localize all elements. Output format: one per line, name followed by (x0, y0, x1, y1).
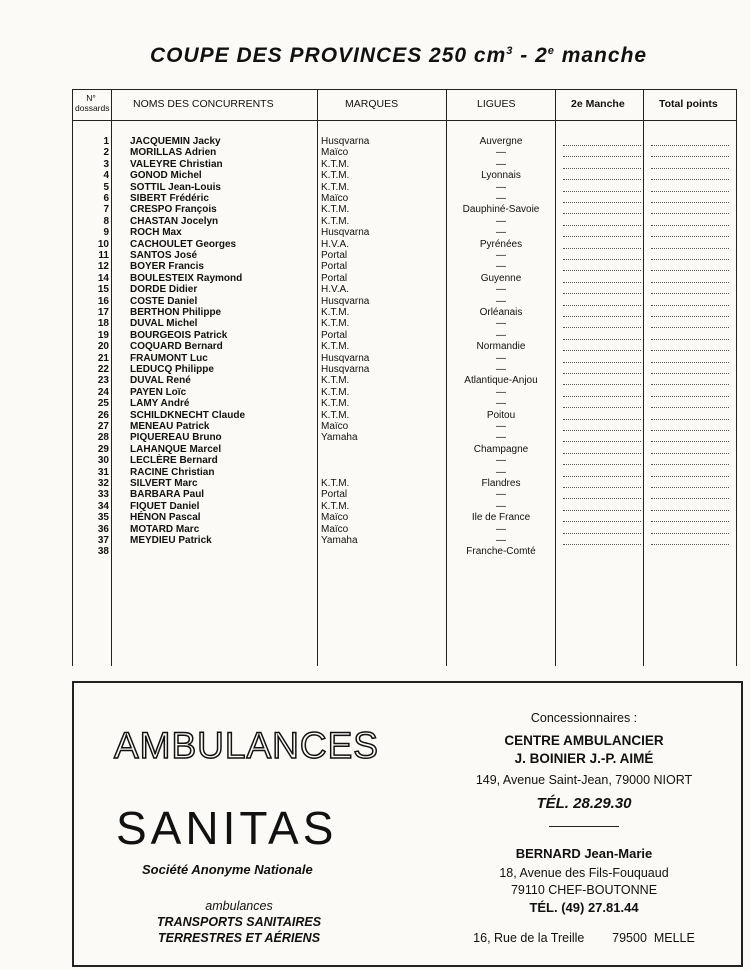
row-number: 33 (97, 489, 109, 501)
score-blank (563, 544, 641, 545)
score-blank (651, 305, 729, 306)
score-blank (651, 350, 729, 351)
competitor-name: BARBARA Paul (130, 489, 205, 501)
row-number: 5 (103, 181, 109, 193)
phone-niort: TÉL. 28.29.30 (536, 795, 632, 812)
competitor-name: BOYER Francis (130, 261, 204, 273)
competitor-name: DUVAL René (130, 375, 191, 387)
row-marque: Maïco (321, 193, 349, 204)
row-ligue: — (496, 250, 506, 261)
row-number: 11 (98, 250, 109, 261)
score-blank (651, 419, 729, 420)
score-blank (563, 225, 641, 226)
table-row (73, 170, 736, 181)
score-blank (563, 441, 641, 442)
table-row (73, 444, 736, 455)
table-row (73, 478, 736, 489)
competitor-name: ROCH Max (130, 227, 182, 239)
score-blank (651, 521, 729, 522)
score-blank (563, 248, 641, 249)
row-marque: Portal (321, 272, 348, 284)
table-row (73, 147, 736, 158)
score-blank (651, 282, 729, 283)
bernard-name: BERNARD Jean-Marie (515, 846, 653, 861)
row-ligue: Guyenne (480, 272, 522, 284)
row-marque: Maïco (321, 512, 349, 524)
score-blank (563, 521, 641, 522)
competitor-name: CHASTAN Jocelyn (130, 215, 219, 227)
row-number: 6 (103, 193, 109, 204)
table-row (73, 512, 736, 523)
competitor-name: MENEAU Patrick (130, 421, 210, 432)
competitor-name: CRESPO François (130, 204, 217, 216)
competitor-name: COQUARD Bernard (130, 341, 223, 353)
row-marque: K.T.M. (321, 318, 350, 330)
competitor-name: SOTTIL Jean-Louis (130, 181, 221, 193)
table-row (73, 546, 736, 557)
row-number: 19 (97, 329, 109, 341)
row-ligue: Lyonnais (481, 170, 521, 182)
row-number: 34 (97, 500, 109, 512)
service-line: TERRESTRES ET AÉRIENS (157, 931, 321, 945)
header-total: Total points (659, 98, 718, 110)
separator-line (549, 826, 619, 827)
row-ligue: — (496, 523, 506, 535)
table-row (73, 387, 736, 398)
row-ligue: — (496, 500, 506, 512)
row-marque: K.T.M. (321, 307, 350, 318)
score-blank (563, 213, 641, 214)
header-no: N° dossards (75, 93, 110, 113)
row-ligue: — (496, 227, 506, 239)
row-number: 29 (97, 443, 109, 455)
page-title: COUPE DES PROVINCES 250 $cm^3 - 2e$ manche (150, 44, 648, 67)
row-marque: K.T.M. (321, 215, 350, 227)
row-ligue: Dauphiné-Savoie (462, 204, 540, 216)
score-blank (563, 236, 641, 237)
row-marque: K.T.M. (321, 409, 350, 421)
row-marque: K.T.M. (321, 170, 350, 182)
row-ligue: Ile de France (471, 512, 531, 524)
score-blank (651, 362, 729, 363)
score-blank (563, 396, 641, 397)
table-row (73, 341, 736, 352)
row-marque: K.T.M. (321, 500, 350, 512)
score-blank (651, 487, 729, 488)
table-row (73, 136, 736, 147)
competitor-name: SIBERT Frédéric (130, 193, 209, 204)
score-blank (651, 430, 729, 431)
score-blank (651, 168, 729, 169)
row-number: 32 (97, 478, 109, 489)
row-number: 20 (97, 341, 109, 353)
row-marque: Yamaha (321, 535, 358, 546)
concessionnaires-label: Concessionnaires : (530, 711, 638, 725)
table-row (73, 489, 736, 500)
competitor-name: DORDE Didier (130, 284, 198, 296)
score-blank (563, 327, 641, 328)
row-number: 1 (103, 136, 109, 147)
row-number: 3 (103, 158, 109, 170)
row-number: 7 (103, 204, 109, 216)
row-marque: Portal (321, 250, 348, 261)
centre-name: CENTRE AMBULANCIER (504, 733, 664, 748)
competitor-name: COSTE Daniel (130, 295, 198, 307)
row-number: 17 (97, 307, 109, 318)
score-blank (651, 179, 729, 180)
results-table (72, 89, 737, 666)
table-row (73, 273, 736, 284)
row-marque: Portal (321, 329, 348, 341)
score-blank (651, 464, 729, 465)
score-blank (651, 293, 729, 294)
score-blank (651, 476, 729, 477)
competitor-name: BOURGEOIS Patrick (130, 329, 228, 341)
row-number: 31 (97, 466, 109, 478)
phone-chef-boutonne: TÉL. (49) 27.81.44 (529, 900, 639, 915)
score-blank (563, 533, 641, 534)
row-number: 21 (97, 352, 109, 364)
sanitas-logo: SANITAS (116, 802, 338, 854)
score-blank (563, 316, 641, 317)
score-blank (563, 453, 641, 454)
table-row (73, 159, 736, 170)
row-ligue: — (496, 421, 506, 432)
table-row (73, 284, 736, 295)
row-ligue: — (496, 158, 506, 170)
competitor-name: DUVAL Michel (130, 318, 198, 330)
address-melle: 16, Rue de la Treille 79500 MELLE (473, 931, 695, 945)
table-row (73, 227, 736, 238)
competitor-name: MOTARD Marc (130, 523, 200, 535)
row-marque: Husqvarna (321, 227, 370, 239)
row-marque: K.T.M. (321, 386, 350, 398)
row-number: 4 (103, 170, 109, 182)
competitor-name: BERTHON Philippe (130, 307, 222, 318)
competitor-name: HÉNON Pascal (130, 512, 201, 524)
table-row (73, 204, 736, 215)
row-number: 9 (103, 227, 109, 239)
table-row (73, 410, 736, 421)
competitor-name: VALEYRE Christian (130, 158, 223, 170)
row-marque: Husqvarna (321, 352, 370, 364)
table-row (73, 193, 736, 204)
row-ligue: — (496, 318, 506, 330)
score-blank (651, 236, 729, 237)
row-ligue: — (496, 364, 506, 375)
row-number: 18 (97, 318, 109, 330)
competitor-name: LAHANQUE Marcel (130, 443, 222, 455)
row-ligue: — (496, 329, 506, 341)
score-blank (651, 191, 729, 192)
score-blank (651, 248, 729, 249)
competitor-name: MORILLAS Adrien (130, 147, 217, 159)
table-header (73, 90, 736, 121)
row-marque: K.T.M. (321, 158, 350, 170)
service-line: ambulances (205, 899, 273, 913)
score-blank (651, 373, 729, 374)
row-ligue: — (496, 386, 506, 398)
table-row (73, 330, 736, 341)
score-blank (563, 293, 641, 294)
row-marque: K.T.M. (321, 204, 350, 216)
row-ligue: — (496, 147, 506, 159)
score-blank (651, 339, 729, 340)
row-number: 14 (97, 272, 109, 284)
score-blank (651, 453, 729, 454)
sanitas-advert (72, 681, 743, 967)
score-blank (563, 145, 641, 146)
row-marque: K.T.M. (321, 375, 350, 387)
score-blank (651, 441, 729, 442)
row-marque: Maïco (321, 523, 349, 535)
header-names: NOMS DES CONCURRENTS (133, 98, 274, 110)
row-number: 30 (97, 455, 109, 467)
row-number: 25 (97, 398, 109, 410)
table-row (73, 216, 736, 227)
score-blank (651, 156, 729, 157)
score-blank (563, 191, 641, 192)
score-blank (563, 510, 641, 511)
row-number: 22 (97, 364, 109, 375)
row-number: 2 (103, 147, 109, 159)
ambulances-services (134, 898, 344, 946)
table-row (73, 307, 736, 318)
competitor-name: FIQUET Daniel (130, 500, 200, 512)
row-ligue: — (496, 398, 506, 410)
table-row (73, 353, 736, 364)
header-manche: 2e Manche (571, 98, 625, 110)
competitor-name: CACHOULET Georges (130, 238, 237, 250)
row-ligue: — (496, 295, 506, 307)
row-ligue: Flandres (481, 478, 521, 489)
row-ligue: Orléanais (479, 307, 523, 318)
row-marque: Husqvarna (321, 364, 370, 375)
score-blank (563, 487, 641, 488)
row-ligue: Atlantique-Anjou (464, 375, 538, 387)
score-blank (651, 270, 729, 271)
score-blank (563, 259, 641, 260)
row-ligue: Champagne (473, 443, 529, 455)
score-blank (563, 179, 641, 180)
row-number: 15 (97, 284, 109, 296)
competitor-name: PIQUEREAU Bruno (130, 432, 222, 444)
row-number: 23 (97, 375, 109, 387)
score-blank (651, 259, 729, 260)
table-row (73, 432, 736, 443)
row-number: 27 (97, 421, 109, 432)
table-row (73, 318, 736, 329)
score-blank (563, 498, 641, 499)
score-blank (651, 327, 729, 328)
competitor-name: SANTOS José (130, 250, 198, 261)
ambulances-logo: AMBULANCES (114, 725, 379, 766)
row-marque: Portal (321, 489, 348, 501)
row-marque: Husqvarna (321, 295, 370, 307)
score-blank (563, 305, 641, 306)
competitor-name: SCHILDKNECHT Claude (130, 409, 246, 421)
address-fouquaud: 18, Avenue des Fils-Fouquaud (499, 866, 669, 880)
score-blank (651, 384, 729, 385)
row-number: 8 (103, 215, 109, 227)
competitor-name: RACINE Christian (130, 466, 215, 478)
row-ligue: Normandie (476, 341, 526, 353)
table-row (73, 421, 736, 432)
competitor-name: LEDUCQ Philippe (130, 364, 214, 375)
score-blank (563, 430, 641, 431)
score-blank (563, 168, 641, 169)
societe-text: Société Anonyme Nationale (142, 862, 313, 877)
row-number: 35 (97, 512, 109, 524)
competitor-name: SILVERT Marc (130, 478, 198, 489)
row-ligue: — (496, 455, 506, 467)
score-blank (651, 498, 729, 499)
table-row (73, 455, 736, 466)
row-marque: Portal (321, 261, 348, 273)
address-niort: 149, Avenue Saint-Jean, 79000 NIORT (475, 773, 693, 787)
score-blank (651, 396, 729, 397)
score-blank (651, 407, 729, 408)
row-ligue: — (496, 535, 506, 546)
row-ligue: — (496, 352, 506, 364)
competitor-name: LAMY André (130, 398, 190, 410)
score-blank (651, 544, 729, 545)
row-ligue: Pyrénées (479, 238, 523, 250)
table-row (73, 182, 736, 193)
competitor-name: FRAUMONT Luc (130, 352, 208, 364)
table-row (73, 524, 736, 535)
table-row (73, 250, 736, 261)
competitor-name: LECLÈRE Bernard (130, 455, 218, 467)
row-marque: H.V.A. (321, 238, 349, 250)
service-line: TRANSPORTS SANITAIRES (156, 915, 322, 929)
owners-names: J. BOINIER J.-P. AIMÉ (514, 751, 654, 766)
table-row (73, 239, 736, 250)
row-marque: K.T.M. (321, 398, 350, 410)
row-marque: Maïco (321, 147, 349, 159)
score-blank (563, 419, 641, 420)
row-marque: K.T.M. (321, 341, 350, 353)
row-ligue: Poitou (486, 409, 516, 421)
row-number: 38 (97, 546, 109, 558)
table-row (73, 296, 736, 307)
row-number: 16 (97, 295, 109, 307)
score-blank (563, 362, 641, 363)
row-marque: K.T.M. (321, 181, 350, 193)
score-blank (651, 202, 729, 203)
competitor-name: PAYEN Loïc (130, 386, 187, 398)
row-ligue: — (496, 181, 506, 193)
competitor-name: JACQUEMIN Jacky (130, 136, 221, 147)
score-blank (563, 350, 641, 351)
table-row (73, 467, 736, 478)
score-blank (563, 373, 641, 374)
score-blank (563, 270, 641, 271)
score-blank (563, 384, 641, 385)
row-marque: K.T.M. (321, 478, 350, 489)
row-number: 37 (97, 535, 109, 546)
score-blank (563, 476, 641, 477)
competitor-name: BOULESTEIX Raymond (130, 272, 243, 284)
row-marque: Maïco (321, 421, 349, 432)
score-blank (563, 202, 641, 203)
table-row (73, 535, 736, 546)
score-blank (563, 282, 641, 283)
row-number: 36 (97, 523, 109, 535)
row-ligue: — (496, 466, 506, 478)
row-number: 12 (97, 261, 109, 273)
row-ligue: Auvergne (479, 136, 523, 147)
score-blank (651, 213, 729, 214)
address-chef-boutonne: 79110 CHEF-BOUTONNE (510, 883, 658, 897)
score-blank (563, 339, 641, 340)
score-blank (651, 533, 729, 534)
table-row (73, 398, 736, 409)
header-marques: MARQUES (345, 98, 399, 110)
competitor-name: MEYDIEU Patrick (130, 535, 212, 546)
score-blank (563, 464, 641, 465)
row-marque: Yamaha (321, 432, 358, 444)
score-blank (563, 407, 641, 408)
table-row (73, 364, 736, 375)
row-ligue: — (496, 193, 506, 204)
row-number: 10 (97, 238, 109, 250)
score-blank (651, 225, 729, 226)
row-ligue: — (496, 432, 506, 444)
row-ligue: — (496, 489, 506, 501)
row-ligue: Franche-Comté (466, 546, 536, 558)
table-row (73, 261, 736, 272)
table-row (73, 501, 736, 512)
score-blank (651, 145, 729, 146)
score-blank (651, 510, 729, 511)
table-row (73, 375, 736, 386)
score-blank (563, 156, 641, 157)
row-ligue: — (496, 215, 506, 227)
row-number: 28 (97, 432, 109, 444)
header-ligues: LIGUES (477, 98, 516, 110)
row-number: 24 (97, 386, 109, 398)
score-blank (651, 316, 729, 317)
competitor-name: GONOD Michel (130, 170, 202, 182)
row-number: 26 (97, 409, 109, 421)
row-ligue: — (496, 261, 506, 273)
row-marque: Husqvarna (321, 136, 370, 147)
row-ligue: — (496, 284, 506, 296)
row-marque: H.V.A. (321, 284, 349, 296)
